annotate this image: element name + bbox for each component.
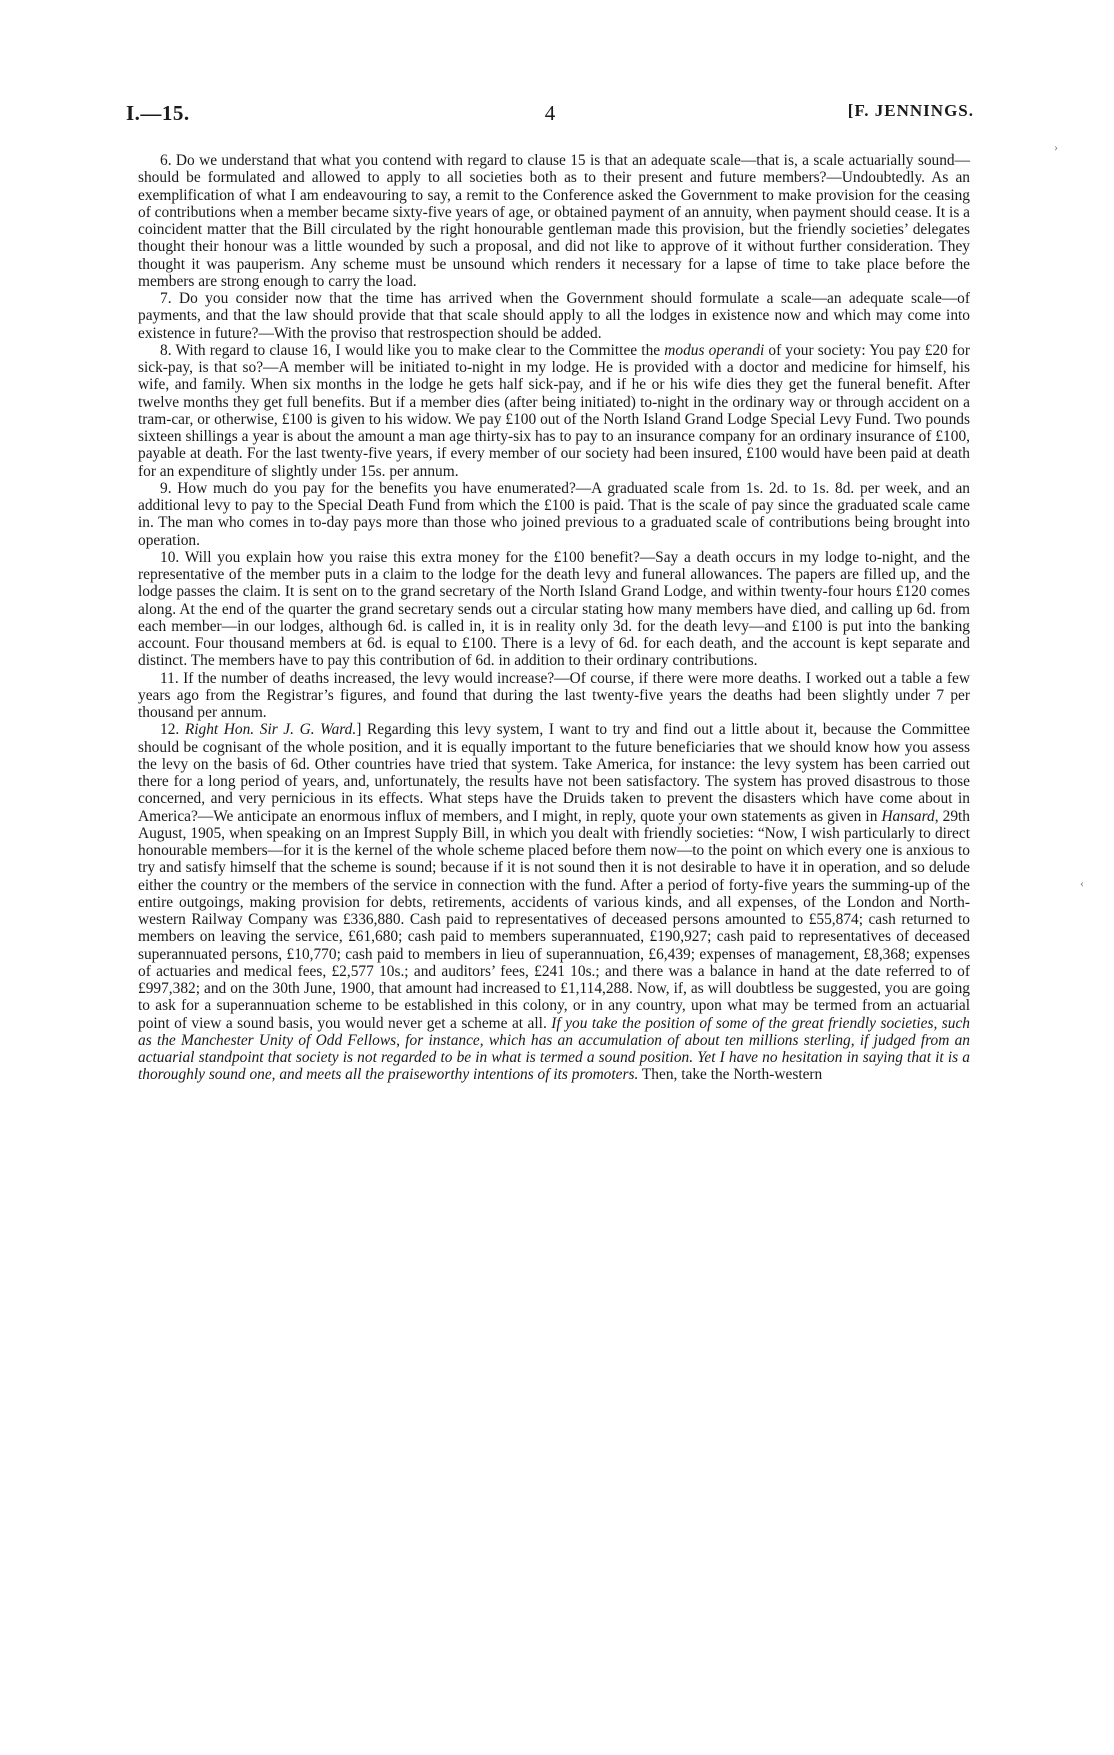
paragraph-p6 (138, 152, 970, 290)
text-run: 10. Will you explain how you raise this extra money for the £100 benefit?—Say a death occurs in my lodge to-night, and the representative of the member puts in a claim to the lodge for the death levy and funeral allowances. The papers are filled up, and the lodge passes the claim. It is sent on to the grand secretary of the North Island Grand Lodge, and within twenty-four hours £120 comes along. At the end of the quarter the grand secretary sends out a circular stating how many members have died, and calling up 6d. from each member—in our lodges, although 6d. is called in, it is in reality only 3d. for the death levy—and £100 is put into the banking account. Four thousand members at 6d. is equal to £100. There is a levy of 6d. for each death, and the account is kept separate and distinct. The members have to pay this contribution of 6d. in addition to their ordinary contributions. (138, 548, 970, 670)
text-run: , 29th August, 1905, when speaking on an Imprest Supply Bill, in which you dealt with friendly societies: “Now, I wish particularly to direct honourable members—for it is the kernel of the whole scheme placed before them now—to the point on which every one is anxious to try and satisfy himself that the scheme is sound; because if it is not sound then it is not desirable to have it in operation, and so delude either the country or the members of the service in connection with the fund. After a period of forty-five years the summing-up of the entire outgoings, making provision for debts, retirements, accidents of various kinds, and all expenses, of the London and North-western Railway Company was £336,880. Cash paid to representatives of deceased persons amounted to £55,874; cash returned to members on leaving the service, £61,680; cash paid to members superannuated, £190,927; cash paid to representatives of deceased superannuated persons, £10,770; cash paid to members in lieu of superannuation, £6,439; expenses of management, £8,368; expenses of actuaries and medical fees, £2,577 10s.; and auditors’ fees, £241 10s.; and there was a balance in hand at the date referred to of £997,382; and on the 30th June, 1900, that amount had increased to £1,114,288. Now, if, as will doubtless be suggested, you are going to ask for a superannuation scheme to be established in this colony, or in any country, upon what may be termed from an actuarial point of view a sound basis, you would never get a scheme at all. (138, 807, 971, 1032)
text-run: Then, take the North-western (638, 1066, 823, 1084)
text-run: 9. How much do you pay for the benefits you have enumerated?—A graduated scale from 1s. 2d. to 1s. 8d. per week, and an additional levy to pay to the Special Death Fund from which the £100 is paid. That is the scale of pay since the graduated scale came in. The man who comes in to-day pays more than those who joined previous to a graduated scale of contributions being brought into operation. (138, 479, 970, 549)
text-run: 7. Do you consider now that the time has arrived when the Government should formulate a scale—an adequate scale—of payments, and that the law should provide that that scale should apply to all the lodges in existence now and which may come into existence in future?—With the proviso that restrospection should be added. (138, 290, 970, 342)
page-number: 4 (544, 101, 556, 125)
page-header (126, 101, 974, 135)
italic-text: Hansard (881, 807, 935, 825)
text-run: 12. (160, 721, 185, 739)
paragraph-p11 (138, 670, 970, 722)
paragraph-p10 (138, 549, 970, 670)
text-run: 8. With regard to clause 16, I would like you to make clear to the Committee the (160, 341, 665, 359)
witness-name: [F. JENNINGS. (847, 101, 974, 120)
margin-mark: › (1054, 140, 1058, 154)
italic-text: If you take the position of some of the great friendly societies, such as the Manchester Unity of Odd Fellows, for instance, which has an accumulation of about ten millions sterling, if judged from an actuarial standpoint that society is not regarded to be in what is termed a sound position. Yet I have no hesitation in saying that it is a thoroughly sound one, and meets all the praiseworthy intentions of its promoters. (138, 1014, 970, 1084)
document-body (138, 152, 970, 1084)
text-run: 6. Do we understand that what you contend with regard to clause 15 is that an adequate scale—that is, a scale actuarially sound—should be formulated and allowed to apply to all societies both as to their present and future members?—Undoubtedly. As an exemplification of what I am endeavouring to say, a remit to the Conference asked the Government to make provision for the ceasing of contributions when a member became sixty-five years of age, or obtained payment of an annuity, when payment should cease. It is a coincident matter that the Bill circulated by the right honourable gentleman made this provision, but the friendly societies’ delegates thought their honour was a little wounded by such a proposal, and did not like to approve of it without further consideration. They thought it was pauperism. Any scheme must be unsound which renders it necessary for a lapse of time to take place before the members are strong enough to carry the load. (138, 152, 970, 290)
italic-text: modus operandi (664, 341, 765, 359)
margin-mark: ‹ (1080, 876, 1084, 890)
paragraph-p12 (138, 721, 970, 1083)
text-run: ] Regarding this levy system, I want to try and find out a little about it, because the Committee should be cognisant of the whole position, and it is equally important to the future beneficiaries that we should know how you assess the levy on the basis of 6d. Other countries have tried that system. Take America, for instance: the levy system has been carried out there for a long period of years, and, unfortunately, the results have not been satisfactory. The system has proved disastrous to those concerned, and very pernicious in its effects. What steps have the Druids taken to prevent the disasters which have come about in America?—We anticipate an enormous influx of members, and I might, in reply, quote your own statements as given in (138, 721, 970, 825)
paragraph-p8 (138, 342, 970, 480)
paper-reference: I.—15. (126, 101, 190, 125)
paragraph-p9 (138, 480, 970, 549)
paragraph-p7 (138, 290, 970, 342)
italic-text: Right Hon. Sir J. G. Ward. (184, 721, 357, 739)
text-run: 11. If the number of deaths increased, the levy would increase?—Of course, if there were more deaths. I worked out a table a few years ago from the Registrar’s figures, and found that during the last twenty-five years the deaths had been slightly under 7 per thousand per annum. (138, 669, 970, 721)
text-run: of your society: You pay £20 for sick-pay, is that so?—A member will be initiated to-night in my lodge. He is provided with a doctor and medicine for himself, his wife, and family. When six months in the lodge he gets half sick-pay, and if he or his wife dies they get the funeral benefit. After twelve months they get full benefits. But if a member dies (after being initiated) to-night in the ordinary way or through accident on a tram-car, or otherwise, £100 is given to his widow. We pay £100 out of the North Island Grand Lodge Special Levy Fund. Two pounds sixteen shillings a year is about the amount a man age thirty-six has to pay to an insurance company for an ordinary insurance of £100, payable at death. For the last twenty-five years, if every member of our society had been insured, £100 would have been paid at death for an expenditure of slightly under 15s. per annum. (138, 341, 970, 480)
